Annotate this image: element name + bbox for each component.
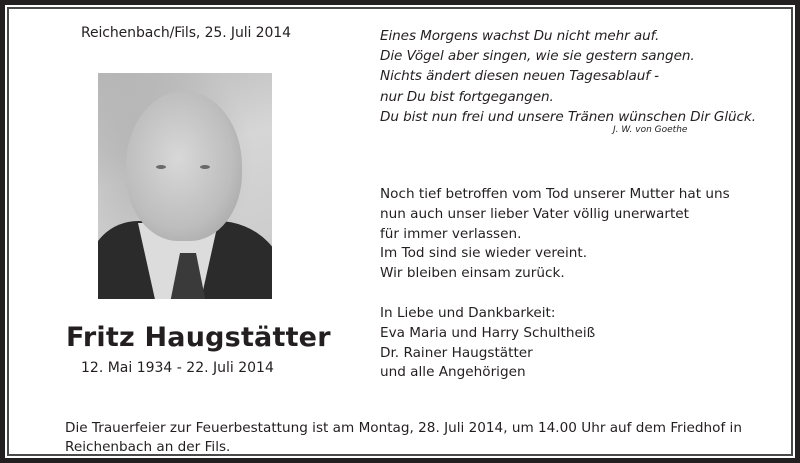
signoff-line: Eva Maria und Harry Schultheiß: [380, 324, 596, 341]
signoff-line: Dr. Rainer Haugstätter: [380, 344, 533, 361]
family-signoff: [380, 304, 595, 383]
message-line: für immer verlassen.: [380, 225, 522, 242]
service-line: Die Trauerfeier zur Feuerbestattung ist am Montag, 28. Juli 2014, um 14.00 Uhr auf dem Friedhof in: [65, 420, 742, 436]
condolence-message: [380, 185, 730, 284]
poem-line: Eines Morgens wachst Du nicht mehr auf.: [380, 28, 660, 44]
poem: [380, 26, 756, 127]
head-shape: [126, 91, 242, 241]
message-line: Wir bleiben einsam zurück.: [380, 265, 565, 282]
funeral-service-info: [65, 419, 742, 457]
eye-shape: [156, 165, 166, 169]
signoff-line: In Liebe und Dankbarkeit:: [380, 305, 556, 321]
deceased-name: Fritz Haugstätter: [66, 322, 331, 353]
poem-author: J. W. von Goethe: [613, 125, 688, 135]
message-line: nun auch unser lieber Vater völlig unerwartet: [380, 205, 689, 222]
life-dates: 12. Mai 1934 - 22. Juli 2014: [81, 360, 274, 376]
signoff-line: und alle Angehörigen: [380, 364, 526, 381]
place-date: Reichenbach/Fils, 25. Juli 2014: [81, 25, 291, 41]
service-line: Reichenbach an der Fils.: [65, 439, 231, 455]
obituary-notice: [7, 7, 793, 456]
message-line: Im Tod sind sie wieder vereint.: [380, 245, 588, 262]
poem-line: Du bist nun frei und unsere Tränen wünschen Dir Glück.: [380, 108, 756, 125]
portrait-photo: [98, 73, 272, 299]
poem-line: Nichts ändert diesen neuen Tagesablauf -: [380, 68, 659, 85]
eye-shape: [200, 165, 210, 169]
message-line: Noch tief betroffen vom Tod unserer Mutter hat uns: [380, 186, 730, 202]
poem-line: nur Du bist fortgegangen.: [380, 88, 554, 105]
poem-line: Die Vögel aber singen, wie sie gestern sangen.: [380, 48, 695, 65]
